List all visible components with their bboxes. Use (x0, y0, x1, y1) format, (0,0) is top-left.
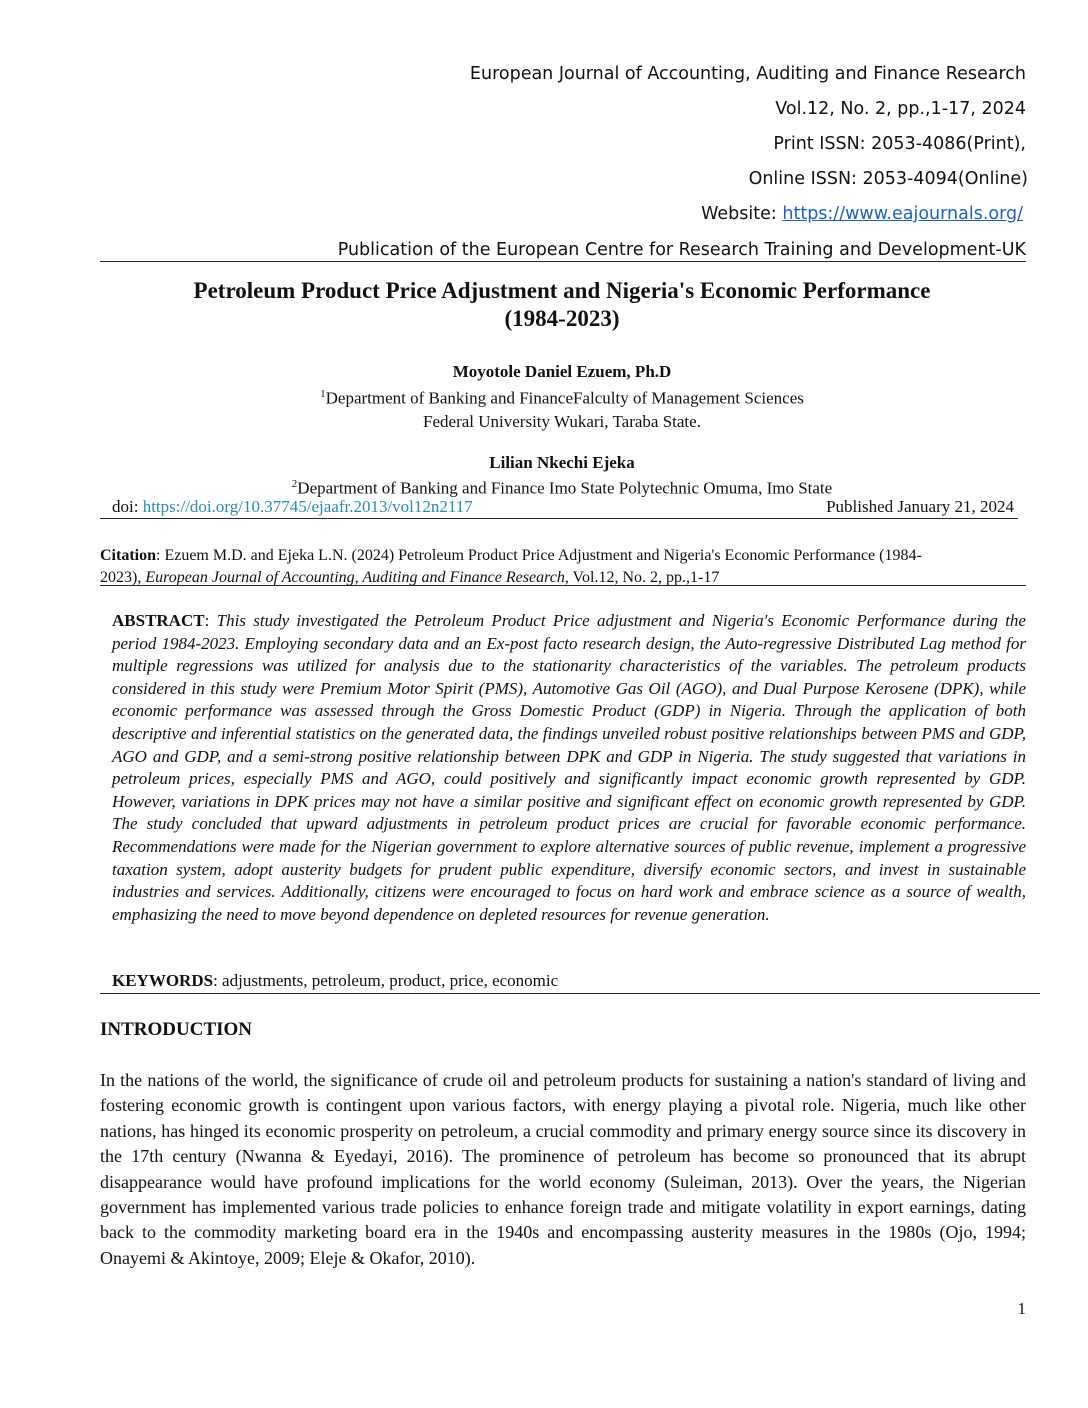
citation-text-1: : Ezuem M.D. and Ejeka L.N. (2024) Petroleum Product Price Adjustment and Nigeria's Economic Performance (1984- (156, 547, 922, 564)
keywords-text: : adjustments, petroleum, product, price, economic (213, 971, 559, 990)
keywords-divider (100, 993, 1040, 994)
journal-name: European Journal of Accounting, Auditing and Finance Research (469, 64, 1026, 84)
website-link[interactable]: https://www.eajournals.org/ (782, 204, 1023, 224)
author-1-institution: Federal University Wukari, Taraba State. (423, 411, 701, 431)
author-2-name: Lilian Nkechi Ejeka (489, 453, 635, 472)
doi-line (112, 497, 473, 517)
author-2-dept: Department of Banking and Finance Imo State Polytechnic Omuma, Imo State (297, 478, 833, 498)
citation-divider (100, 585, 1026, 586)
author-1-name: Moyotole Daniel Ezuem, Ph.D (452, 362, 672, 381)
title-line-1: Petroleum Product Price Adjustment and Nigeria's Economic Performance (193, 278, 931, 303)
author-2-sup: 2 (291, 478, 298, 490)
introduction-paragraph: In the nations of the world, the significance of crude oil and petroleum products for sustaining a nation's standard of living and fostering economic growth is contingent upon various factors, with energy playing a pivotal role. Nigeria, much like other nations, has hinged its economic prosperity on petroleum, a crucial commodity and primary energy source since its discovery in the 17th century (Nwanna & Eyedayi, 2016). The prominence of petroleum has become so pronounced that its abrupt disappearance would have profound implications for the world economy (Suleiman, 2013). Over the years, the Nigerian government has implemented various trade policies to enhance foreign trade and mitigate volatility in export earnings, dating back to the commodity marketing board era in the 1940s and encompassing austerity measures in the 1980s (Ojo, 1994; Onayemi & Akintoye, 2009; Eleje & Okafor, 2010). (100, 1070, 1026, 1268)
keywords-label: KEYWORDS (112, 971, 214, 990)
author-1-sup: 1 (320, 388, 326, 400)
published-date: Published January 21, 2024 (826, 497, 1014, 516)
publisher-line: Publication of the European Centre for Research Training and Development-UK (337, 240, 1026, 260)
online-issn: Online ISSN: 2053-4094(Online) (748, 169, 1028, 189)
citation-label: Citation (100, 547, 156, 564)
author-2-affiliation (100, 473, 1024, 500)
citation (100, 545, 1026, 588)
introduction-heading: INTRODUCTION (100, 1019, 253, 1040)
abstract: ABSTRACT: This study investigated the Petroleum Product Price adjustment and Nigeria's Economic Performance during the period 1984-2023. Employing secondary data and an Ex-post facto research design, the Auto-regressive Distributed Lag method for multiple regressions was utilized for analysis due to the stationarity characteristics of the variables. The petroleum products considered in this study were Premium Motor Spirit (PMS), Automotive Gas Oil (AGO), and Dual Purpose Kerosene (DPK), while economic performance was assessed through the Gross Domestic Product (GDP) in Nigeria. Through the application of both descriptive and inferential statistics on the generated data, the findings unveiled robust positive relationships between PMS and GDP, AGO and GDP, and a semi-strong positive relationship between DPK and GDP in Nigeria. The study suggested that variations in petroleum prices, especially PMS and AGO, could positively and significantly impact economic growth represented by GDP. However, variations in DPK prices may not have a similar positive and significant effect on economic growth represented by GDP. The study concluded that upward adjustments in petroleum product prices are crucial for favorable economic performance. Recommendations were made for the Nigerian government to explore alternative sources of public revenue, implement a progressive taxation system, adopt austerity budgets for prudent public expenditure, diversify economic sectors, and invest in sustainable industries and services. Additionally, citizens were encouraged to focus on hard work and embrace science as a source of wealth, emphasizing the need to move beyond dependence on depleted resources for revenue generation. (112, 611, 1026, 924)
abstract-text: This study investigated the Petroleum Product Price adjustment and Nigeria's Economic Performance during the period 1984-2023. Employing secondary data and an Ex-post facto research design, the Auto-regressive Distributed Lag method for multiple regressions was utilized for analysis due to the stationarity characteristics of the variables. The petroleum products considered in this study were Premium Motor Spirit (PMS), Automotive Gas Oil (AGO), and Dual Purpose Kerosene (DPK), while economic performance was assessed through the Gross Domestic Product (GDP) in Nigeria. Through the application of both descriptive and inferential statistics on the generated data, the findings unveiled robust positive relationships between PMS and GDP, AGO and GDP, and a semi-strong positive relationship between DPK and GDP in Nigeria. The study suggested that variations in petroleum prices, especially PMS and AGO, could positively and significantly impact economic growth represented by GDP. However, variations in DPK prices may not have a similar positive and significant effect on economic growth represented by GDP. The study concluded that upward adjustments in petroleum product prices are crucial for favorable economic performance. Recommendations were made for the Nigerian government to explore alternative sources of public revenue, implement a progressive taxation system, adopt austerity budgets for prudent public expenditure, diversify economic sectors, and invest in sustainable industries and services. Additionally, citizens were encouraged to focus on hard work and embrace science as a source of wealth, emphasizing the need to move beyond dependence on depleted resources for revenue generation. (112, 611, 1026, 924)
citation-journal: European Journal of Accounting, Auditing and Finance Research (145, 568, 565, 586)
doi-link[interactable]: https://doi.org/10.37745/ejaafr.2013/vol12n2117 (142, 497, 473, 516)
citation-text-2a: 2023), (100, 568, 146, 586)
print-issn: Print ISSN: 2053-4086(Print), (773, 134, 1026, 154)
website-label: Website: (701, 204, 783, 224)
keywords-line (112, 971, 558, 991)
paper-title (100, 277, 1024, 333)
page-number: 1 (1017, 1299, 1026, 1318)
header-divider (100, 261, 1026, 262)
author-1-affiliation (100, 383, 1024, 433)
title-line-2: (1984-2023) (504, 306, 620, 331)
doi-divider (100, 518, 1018, 519)
abstract-label: ABSTRACT (112, 611, 205, 630)
website-line (701, 204, 1023, 224)
citation-text-2b: , Vol.12, No. 2, pp.,1-17 (564, 568, 720, 586)
volume-info: Vol.12, No. 2, pp.,1-17, 2024 (775, 99, 1026, 119)
doi-label: doi: (112, 497, 143, 516)
author-1-dept: Department of Banking and FinanceFalculty of Management Sciences (325, 388, 804, 408)
